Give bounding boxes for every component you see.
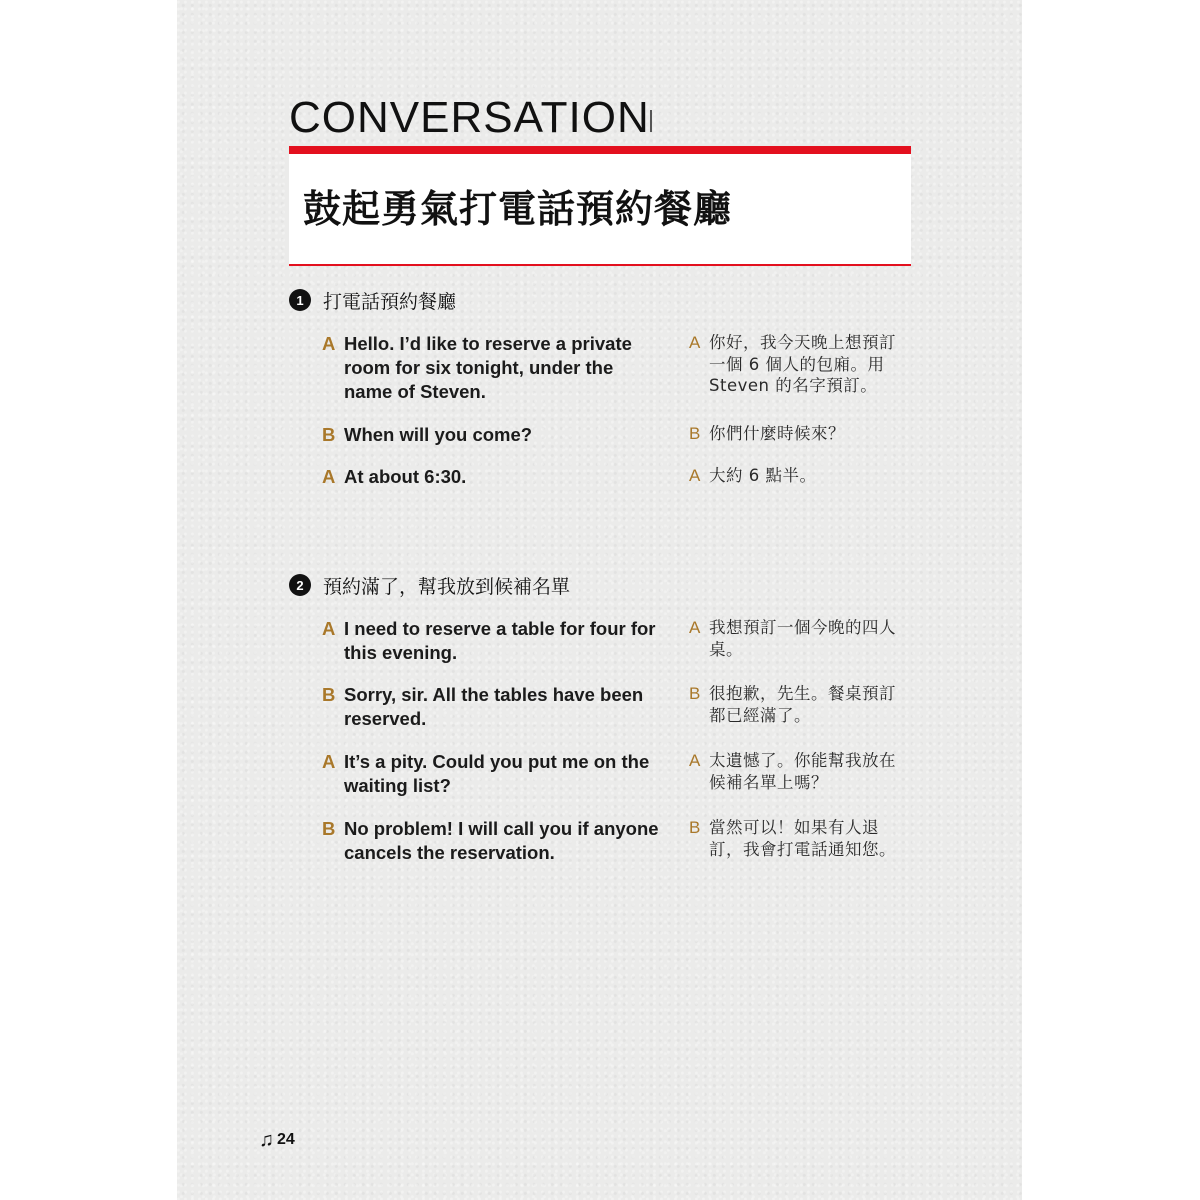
english-text: Hello. I’d like to reserve a private room for six tonight, under the name of Steven. (344, 333, 632, 402)
speaker-label: A (689, 333, 701, 352)
title-box (289, 154, 911, 264)
chinese-line (689, 683, 899, 726)
speaker-label: A (689, 466, 701, 485)
english-line (322, 683, 662, 731)
english-line (322, 465, 662, 489)
section-1-heading (289, 287, 456, 313)
section-2-heading (289, 572, 570, 598)
chinese-line (689, 465, 899, 487)
title-underline (289, 264, 911, 266)
chinese-line (689, 617, 899, 660)
speaker-label: B (689, 424, 701, 443)
chinese-text: 很抱歉，先生。餐桌預訂都已經滿了。 (709, 684, 896, 725)
speaker-label: A (322, 751, 336, 772)
title-accent-bar (289, 146, 911, 154)
lesson-title: 鼓起勇氣打電話預約餐廳 (303, 187, 733, 231)
chinese-text: 我想預訂一個今晚的四人桌。 (709, 618, 896, 659)
book-page (177, 0, 1022, 1200)
speaker-label: B (689, 818, 701, 837)
speaker-label: A (322, 333, 336, 354)
section-label: 預約滿了，幫我放到候補名單 (323, 575, 571, 598)
english-text: At about 6:30. (344, 466, 467, 487)
chinese-line (689, 423, 899, 445)
section-number-badge: 1 (289, 289, 311, 311)
speaker-label: A (322, 466, 336, 487)
chinese-text: 你們什麼時候來？ (709, 424, 845, 443)
chinese-text: 當然可以！如果有人退訂，我會打電話通知您。 (709, 818, 896, 859)
english-line (322, 617, 662, 665)
speaker-label: B (322, 424, 336, 445)
speaker-label: A (322, 618, 336, 639)
header-divider (650, 110, 652, 132)
english-text: No problem! I will call you if anyone cancels the reservation. (344, 818, 659, 863)
music-note-icon[interactable]: ♫ (259, 1129, 274, 1151)
chinese-line (689, 817, 899, 860)
chinese-text: 你好，我今天晚上想預訂一個 6 個人的包廂。用 Steven 的名字預訂。 (709, 333, 896, 395)
english-line (322, 423, 662, 447)
speaker-label: A (689, 618, 701, 637)
english-line (322, 817, 662, 865)
chinese-text: 大約 6 點半。 (709, 466, 817, 485)
chinese-line (689, 332, 899, 397)
english-text: I need to reserve a table for four for this evening. (344, 618, 656, 663)
section-number-badge: 2 (289, 574, 311, 596)
speaker-label: B (322, 818, 336, 839)
speaker-label: B (322, 684, 336, 705)
chinese-text: 太遺憾了。你能幫我放在候補名單上嗎？ (709, 751, 896, 792)
page-number: 24 (277, 1131, 295, 1148)
english-line (322, 332, 662, 404)
speaker-label: A (689, 751, 701, 770)
english-line (322, 750, 662, 798)
section-label: 打電話預約餐廳 (323, 290, 457, 313)
english-text: When will you come? (344, 424, 533, 445)
speaker-label: B (689, 684, 701, 703)
english-text: Sorry, sir. All the tables have been reserved. (344, 684, 644, 729)
page-footer (259, 1130, 295, 1150)
chinese-line (689, 750, 899, 793)
page-header-title: CONVERSATION (289, 93, 650, 142)
english-text: It’s a pity. Could you put me on the waiting list? (344, 751, 650, 796)
